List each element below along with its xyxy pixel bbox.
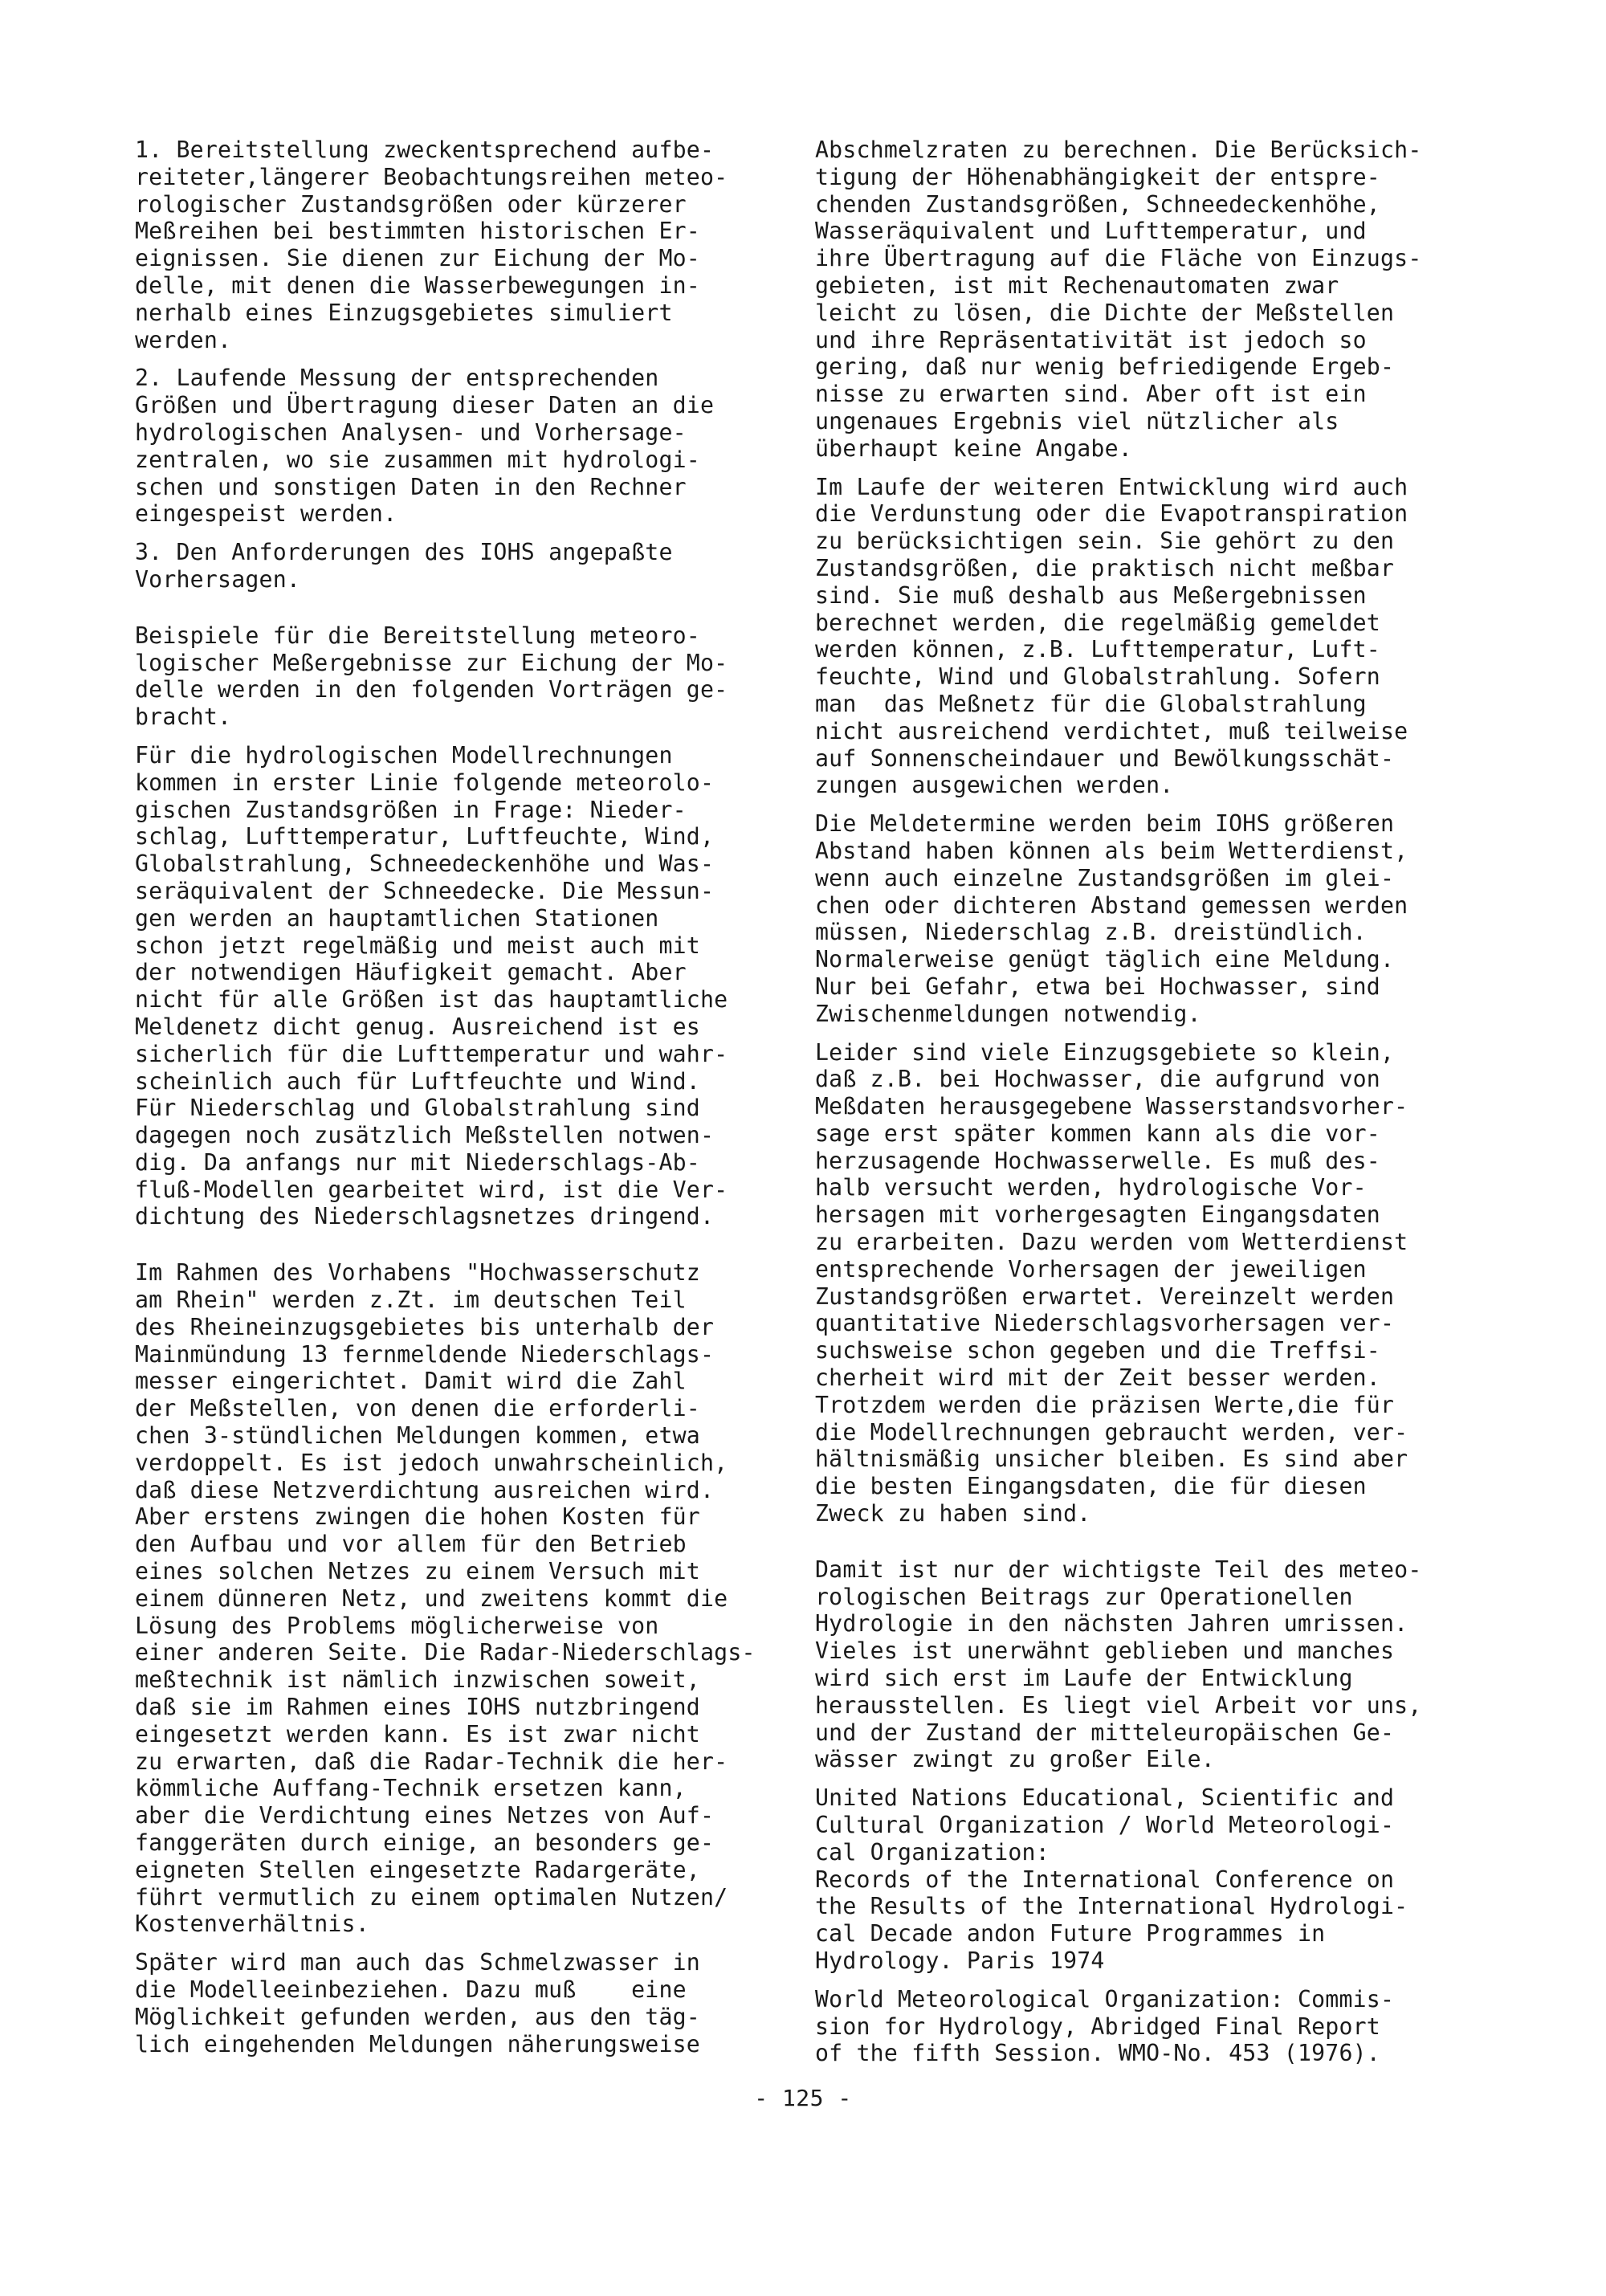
text-line: halb versucht werden, hydrologische Vor- bbox=[815, 1174, 1367, 1201]
text-line: Trotzdem werden die präzisen Werte,die für bbox=[815, 1391, 1395, 1418]
text-line: nicht für alle Größen ist das hauptamtliche bbox=[135, 986, 728, 1013]
text-line: cal Decade andon Future Programmes in bbox=[815, 1920, 1326, 1947]
text-line: nerhalb eines Einzugsgebietes simuliert bbox=[135, 299, 673, 326]
text-line: Später wird man auch das Schmelzwasser in bbox=[135, 1949, 700, 1976]
right-text-column bbox=[815, 137, 1457, 2078]
text-line: Im Rahmen des Vorhabens "Hochwasserschutz bbox=[135, 1259, 700, 1287]
text-line: einem dünneren Netz, und zweitens kommt die bbox=[135, 1584, 728, 1612]
text-line: sind. Sie muß deshalb aus Meßergebnissen bbox=[815, 581, 1367, 609]
text-line: verdoppelt. Es ist jedoch unwahrscheinlich, bbox=[135, 1449, 728, 1476]
text-line: schen und sonstigen Daten in den Rechner bbox=[135, 473, 687, 500]
right-column-paragraph bbox=[815, 1039, 1457, 1527]
text-line: meßtechnik ist nämlich inzwischen soweit, bbox=[135, 1666, 700, 1694]
text-line: der notwendigen Häufigkeit gemacht. Aber bbox=[135, 959, 687, 986]
text-line: kömmliche Auffang-Technik ersetzen kann, bbox=[135, 1775, 687, 1802]
text-line: Zustandsgrößen erwartet. Vereinzelt werden bbox=[815, 1283, 1395, 1310]
right-column-paragraph bbox=[815, 1784, 1457, 1975]
text-line: Die Meldetermine werden beim IOHS größeren bbox=[815, 810, 1395, 838]
text-line: quantitative Niederschlagsvorhersagen ver- bbox=[815, 1310, 1395, 1337]
text-line: entsprechende Vorhersagen der jeweiligen bbox=[815, 1255, 1367, 1283]
text-line: eignissen. Sie dienen zur Eichung der Mo- bbox=[135, 245, 700, 272]
text-line: sion for Hydrology, Abridged Final Report bbox=[815, 2013, 1380, 2040]
text-line: müssen, Niederschlag z.B. dreistündlich. bbox=[815, 919, 1367, 946]
text-line: man das Meßnetz für die Globalstrahlung bbox=[815, 690, 1367, 717]
text-line: Größen und Übertragung dieser Daten an die bbox=[135, 392, 715, 419]
text-line: Abschmelzraten zu berechnen. Die Berücksich- bbox=[815, 137, 1422, 163]
text-line: chen oder dichteren Abstand gemessen werden bbox=[815, 891, 1408, 919]
text-line: aber die Verdichtung eines Netzes von Auf- bbox=[135, 1802, 715, 1829]
left-text-column bbox=[135, 137, 756, 2069]
text-line: seräquivalent der Schneedecke. Die Messun- bbox=[135, 877, 715, 904]
left-column-paragraph bbox=[135, 622, 753, 731]
text-line: lich eingehenden Meldungen näherungsweise bbox=[135, 2030, 700, 2057]
text-line: dig. Da anfangs nur mit Niederschlags-Ab- bbox=[135, 1148, 700, 1176]
text-line: 2. Laufende Messung der entsprechenden bbox=[135, 365, 659, 392]
text-line: dichtung des Niederschlagsnetzes dringend. bbox=[135, 1203, 715, 1230]
text-line: nisse zu erwarten sind. Aber oft ist ein bbox=[815, 381, 1367, 408]
text-line: des Rheineinzugsgebietes bis unterhalb der bbox=[135, 1313, 715, 1340]
text-line: fluß-Modellen gearbeitet wird, ist die Ver- bbox=[135, 1176, 728, 1203]
text-line: Zweck zu haben sind. bbox=[815, 1500, 1091, 1527]
text-line: schon jetzt regelmäßig und meist auch mit bbox=[135, 932, 700, 959]
text-line: Abstand haben können als beim Wetterdienst, bbox=[815, 837, 1408, 864]
text-line: hältnismäßig unsicher bleiben. Es sind aber bbox=[815, 1446, 1408, 1473]
text-line: eingespeist werden. bbox=[135, 500, 397, 528]
text-line: Beispiele für die Bereitstellung meteoro- bbox=[135, 622, 700, 649]
text-line: Für Niederschlag und Globalstrahlung sind bbox=[135, 1095, 700, 1122]
text-line: 3. Den Anforderungen des IOHS angepaßte bbox=[135, 539, 673, 566]
text-line: of the fifth Session. WMO-No. 453 (1976). bbox=[815, 2040, 1380, 2067]
text-line: logischer Meßergebnisse zur Eichung der Mo- bbox=[135, 649, 728, 676]
text-line: chenden Zustandsgrößen, Schneedeckenhöhe, bbox=[815, 190, 1380, 218]
text-line: wird sich erst im Laufe der Entwicklung bbox=[815, 1665, 1353, 1692]
text-line: die Verdunstung oder die Evapotranspiration bbox=[815, 500, 1408, 528]
text-line: Lösung des Problems möglicherweise von bbox=[135, 1612, 659, 1639]
text-line: und der Zustand der mitteleuropäischen Ge- bbox=[815, 1719, 1395, 1746]
text-line: rologischer Zustandsgrößen oder kürzerer bbox=[135, 190, 687, 218]
left-column-paragraph bbox=[135, 1259, 756, 1938]
text-line: die Modellrechnungen gebraucht werden, ver- bbox=[815, 1418, 1408, 1446]
text-line: delle, mit denen die Wasserbewegungen in- bbox=[135, 271, 700, 299]
text-line: World Meteorological Organization: Commis- bbox=[815, 1985, 1395, 2013]
text-line: sicherlich für die Lufttemperatur und wahr- bbox=[135, 1040, 728, 1067]
text-line: messer eingerichtet. Damit wird die Zahl bbox=[135, 1368, 687, 1395]
text-line: Normalerweise genügt täglich eine Meldung. bbox=[815, 946, 1395, 973]
text-line: eigneten Stellen eingesetzte Radargeräte, bbox=[135, 1856, 700, 1883]
text-line: der Meßstellen, von denen die erforderli- bbox=[135, 1395, 700, 1422]
text-line: United Nations Educational, Scientific and bbox=[815, 1784, 1395, 1812]
text-line: und ihre Repräsentativität ist jedoch so bbox=[815, 326, 1367, 353]
text-line: den Aufbau und vor allem für den Betrieb bbox=[135, 1531, 687, 1558]
text-line: Für die hydrologischen Modellrechnungen bbox=[135, 741, 673, 769]
text-line: hersagen mit vorhergesagten Eingangsdaten bbox=[815, 1201, 1380, 1229]
text-line: die Modelleeinbeziehen. Dazu muß eine bbox=[135, 1976, 687, 2003]
text-line: Damit ist nur der wichtigste Teil des meteo- bbox=[815, 1556, 1422, 1583]
text-line: am Rhein" werden z.Zt. im deutschen Teil bbox=[135, 1287, 687, 1314]
text-line: herausstellen. Es liegt viel Arbeit vor uns, bbox=[815, 1691, 1422, 1719]
text-line: herzusagende Hochwasserwelle. Es muß des- bbox=[815, 1147, 1380, 1174]
text-line: reiteter,längerer Beobachtungsreihen meteo- bbox=[135, 163, 728, 190]
text-line: kommen in erster Linie folgende meteorolo- bbox=[135, 769, 715, 796]
text-line: wässer zwingt zu großer Eile. bbox=[815, 1746, 1215, 1773]
text-line: daß diese Netzverdichtung ausreichen wird. bbox=[135, 1476, 715, 1503]
text-line: Hydrology. Paris 1974 bbox=[815, 1947, 1105, 1974]
text-line: werden können, z.B. Lufttemperatur, Luft- bbox=[815, 636, 1380, 663]
text-line: Kostenverhältnis. bbox=[135, 1911, 369, 1938]
right-column-paragraph bbox=[815, 137, 1457, 463]
text-line: führt vermutlich zu einem optimalen Nutzen/ bbox=[135, 1883, 728, 1911]
text-line: suchsweise schon gegeben und die Treffsi- bbox=[815, 1337, 1380, 1364]
text-line: daß z.B. bei Hochwasser, die aufgrund von bbox=[815, 1066, 1380, 1093]
left-column-paragraph bbox=[135, 137, 753, 353]
text-line: schlag, Lufttemperatur, Luftfeuchte, Wind, bbox=[135, 823, 715, 850]
text-line: Globalstrahlung, Schneedeckenhöhe und Was- bbox=[135, 850, 715, 878]
left-column-paragraph bbox=[135, 365, 753, 528]
text-line: bracht. bbox=[135, 703, 232, 731]
text-line: daß sie im Rahmen eines IOHS nutzbringend bbox=[135, 1694, 700, 1721]
text-line: Zwischenmeldungen notwendig. bbox=[815, 1000, 1201, 1027]
text-line: wenn auch einzelne Zustandsgrößen im glei- bbox=[815, 864, 1395, 891]
text-line: die besten Eingangsdaten, die für diesen bbox=[815, 1473, 1367, 1500]
text-line: Zustandsgrößen, die praktisch nicht meßbar bbox=[815, 554, 1395, 581]
text-line: gen werden an hauptamtlichen Stationen bbox=[135, 904, 659, 932]
text-line: zu erarbeiten. Dazu werden vom Wetterdienst bbox=[815, 1229, 1408, 1256]
right-column-paragraph bbox=[815, 1986, 1457, 2067]
text-line: Records of the International Conference on bbox=[815, 1866, 1395, 1893]
text-line: cal Organization: bbox=[815, 1838, 1050, 1866]
text-line: Möglichkeit gefunden werden, aus den täg- bbox=[135, 2003, 700, 2030]
text-line: gebieten, ist mit Rechenautomaten zwar bbox=[815, 271, 1339, 299]
text-line: rologischen Beitrags zur Operationellen bbox=[815, 1583, 1353, 1610]
text-line: ungenaues Ergebnis viel nützlicher als bbox=[815, 407, 1339, 434]
text-line: zentralen, wo sie zusammen mit hydrologi- bbox=[135, 446, 700, 473]
text-line: zungen ausgewichen werden. bbox=[815, 772, 1174, 799]
text-line: delle werden in den folgenden Vorträgen ge- bbox=[135, 676, 728, 703]
text-line: the Results of the International Hydrologi- bbox=[815, 1893, 1408, 1920]
left-column-paragraph bbox=[135, 1949, 753, 2057]
right-column-paragraph bbox=[815, 474, 1457, 800]
text-line: Wasseräquivalent und Lufttemperatur, und bbox=[815, 218, 1367, 245]
right-column-paragraph bbox=[815, 810, 1457, 1027]
text-line: Aber erstens zwingen die hohen Kosten für bbox=[135, 1503, 700, 1531]
text-line: Vieles ist unerwähnt geblieben und manches bbox=[815, 1637, 1395, 1665]
text-line: Hydrologie in den nächsten Jahren umrissen. bbox=[815, 1610, 1408, 1637]
text-line: zu erwarten, daß die Radar-Technik die her- bbox=[135, 1747, 728, 1775]
text-line: Nur bei Gefahr, etwa bei Hochwasser, sind bbox=[815, 973, 1380, 1000]
text-line: werden. bbox=[135, 326, 232, 353]
text-line: feuchte, Wind und Globalstrahlung. Sofern bbox=[815, 663, 1380, 691]
text-line: nicht ausreichend verdichtet, muß teilweise bbox=[815, 717, 1408, 744]
text-line: leicht zu lösen, die Dichte der Meßstellen bbox=[815, 299, 1395, 326]
left-column-paragraph bbox=[135, 742, 753, 1230]
text-line: scheinlich auch für Luftfeuchte und Wind. bbox=[135, 1067, 700, 1095]
text-line: Meßdaten herausgegebene Wasserstandsvorher- bbox=[815, 1093, 1408, 1120]
text-line: auf Sonnenscheindauer und Bewölkungsschät- bbox=[815, 744, 1395, 772]
text-line: eines solchen Netzes zu einem Versuch mit bbox=[135, 1558, 700, 1585]
text-line: chen 3-stündlichen Meldungen kommen, etwa bbox=[135, 1422, 700, 1450]
text-line: Leider sind viele Einzugsgebiete so klein, bbox=[815, 1038, 1395, 1066]
text-line: Im Laufe der weiteren Entwicklung wird auch bbox=[815, 473, 1408, 500]
text-line: ihre Übertragung auf die Fläche von Einzugs- bbox=[815, 245, 1422, 272]
text-line: fanggeräten durch einige, an besonders ge- bbox=[135, 1829, 715, 1857]
page-number: - 125 - bbox=[754, 2085, 852, 2111]
text-line: dagegen noch zusätzlich Meßstellen notwen- bbox=[135, 1122, 715, 1149]
text-line: 1. Bereitstellung zweckentsprechend aufbe- bbox=[135, 137, 715, 163]
text-line: gering, daß nur wenig befriedigende Ergeb- bbox=[815, 353, 1395, 381]
text-line: Meßreihen bei bestimmten historischen Er- bbox=[135, 218, 700, 245]
text-line: hydrologischen Analysen- und Vorhersage- bbox=[135, 418, 687, 446]
left-column-paragraph bbox=[135, 539, 753, 593]
text-line: eingesetzt werden kann. Es ist zwar nicht bbox=[135, 1720, 700, 1747]
text-line: tigung der Höhenabhängigkeit der entspre- bbox=[815, 163, 1380, 190]
text-line: Mainmündung 13 fernmeldende Niederschlags- bbox=[135, 1340, 715, 1368]
text-line: Meldenetz dicht genug. Ausreichend ist es bbox=[135, 1013, 700, 1040]
text-line: cherheit wird mit der Zeit besser werden. bbox=[815, 1364, 1380, 1392]
text-line: Vorhersagen. bbox=[135, 565, 301, 593]
text-line: berechnet werden, die regelmäßig gemeldet bbox=[815, 609, 1380, 636]
text-line: überhaupt keine Angabe. bbox=[815, 434, 1132, 462]
text-line: sage erst später kommen kann als die vor- bbox=[815, 1119, 1380, 1147]
text-line: gischen Zustandsgrößen in Frage: Nieder- bbox=[135, 796, 687, 823]
text-line: Cultural Organization / World Meteorologi- bbox=[815, 1812, 1395, 1839]
right-column-paragraph bbox=[815, 1556, 1457, 1773]
text-line: einer anderen Seite. Die Radar-Niederschlags- bbox=[135, 1639, 756, 1666]
text-line: zu berücksichtigen sein. Sie gehört zu den bbox=[815, 528, 1395, 555]
